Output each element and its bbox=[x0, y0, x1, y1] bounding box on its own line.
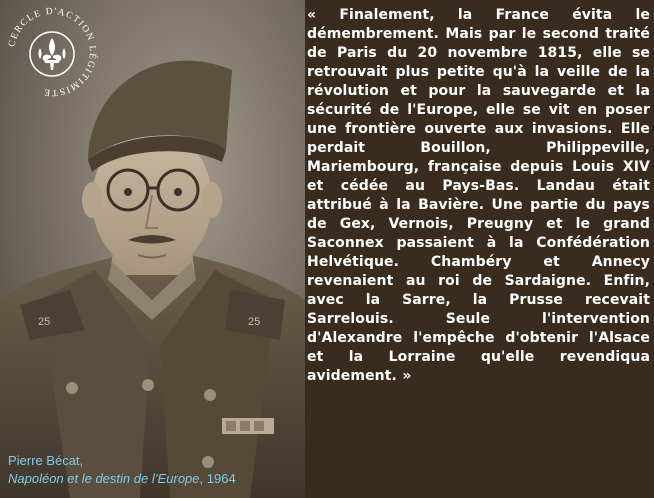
book-caption bbox=[8, 452, 298, 488]
fleur-de-lis-icon bbox=[2, 2, 102, 102]
caption-year: , 1964 bbox=[199, 471, 236, 486]
caption-book-title: Napoléon et le destin de l’Europe bbox=[8, 471, 200, 486]
logo-ring-text: CERCLE D'ACTION LÉGITIMISTE bbox=[7, 6, 98, 98]
portrait-photo bbox=[0, 0, 305, 498]
caption-book-line bbox=[8, 470, 298, 488]
collar-number-left: 25 bbox=[38, 316, 51, 328]
legitimist-logo bbox=[2, 2, 102, 102]
quote-text: « Finalement, la France évita le démembrement. Mais par le second traité de Paris du 20 novembre 1815, elle se retrouvait plus petite qu'à la veille de la révolution et pour la sauvegarde et la sécurité de l'Europe, elle se vit en poser une frontière ouverte aux invasions. Elle perdait Bouillon, Philippeville, Mariembourg, française depuis Louis XIV et cédée au Pays-Bas. Landau était attribué à la Bavière. Une partie du pays de Gex, Vernois, Preugny et le grand Saconnex passaient à la Confédération Helvétique. Chambéry et Annecy revenaient au roi de Sardaigne. Enfin, avec la Sarre, la Prusse recevait Sarrelouis. Seule l'intervention d'Alexandre l'empêche d'obtenir l'Alsace et la Lorraine qu'elle revendiqua avidement. » bbox=[307, 7, 650, 384]
caption-author: Pierre Bécat, bbox=[8, 453, 84, 468]
collar-number-right: 25 bbox=[248, 316, 261, 328]
quote-panel bbox=[305, 0, 654, 498]
